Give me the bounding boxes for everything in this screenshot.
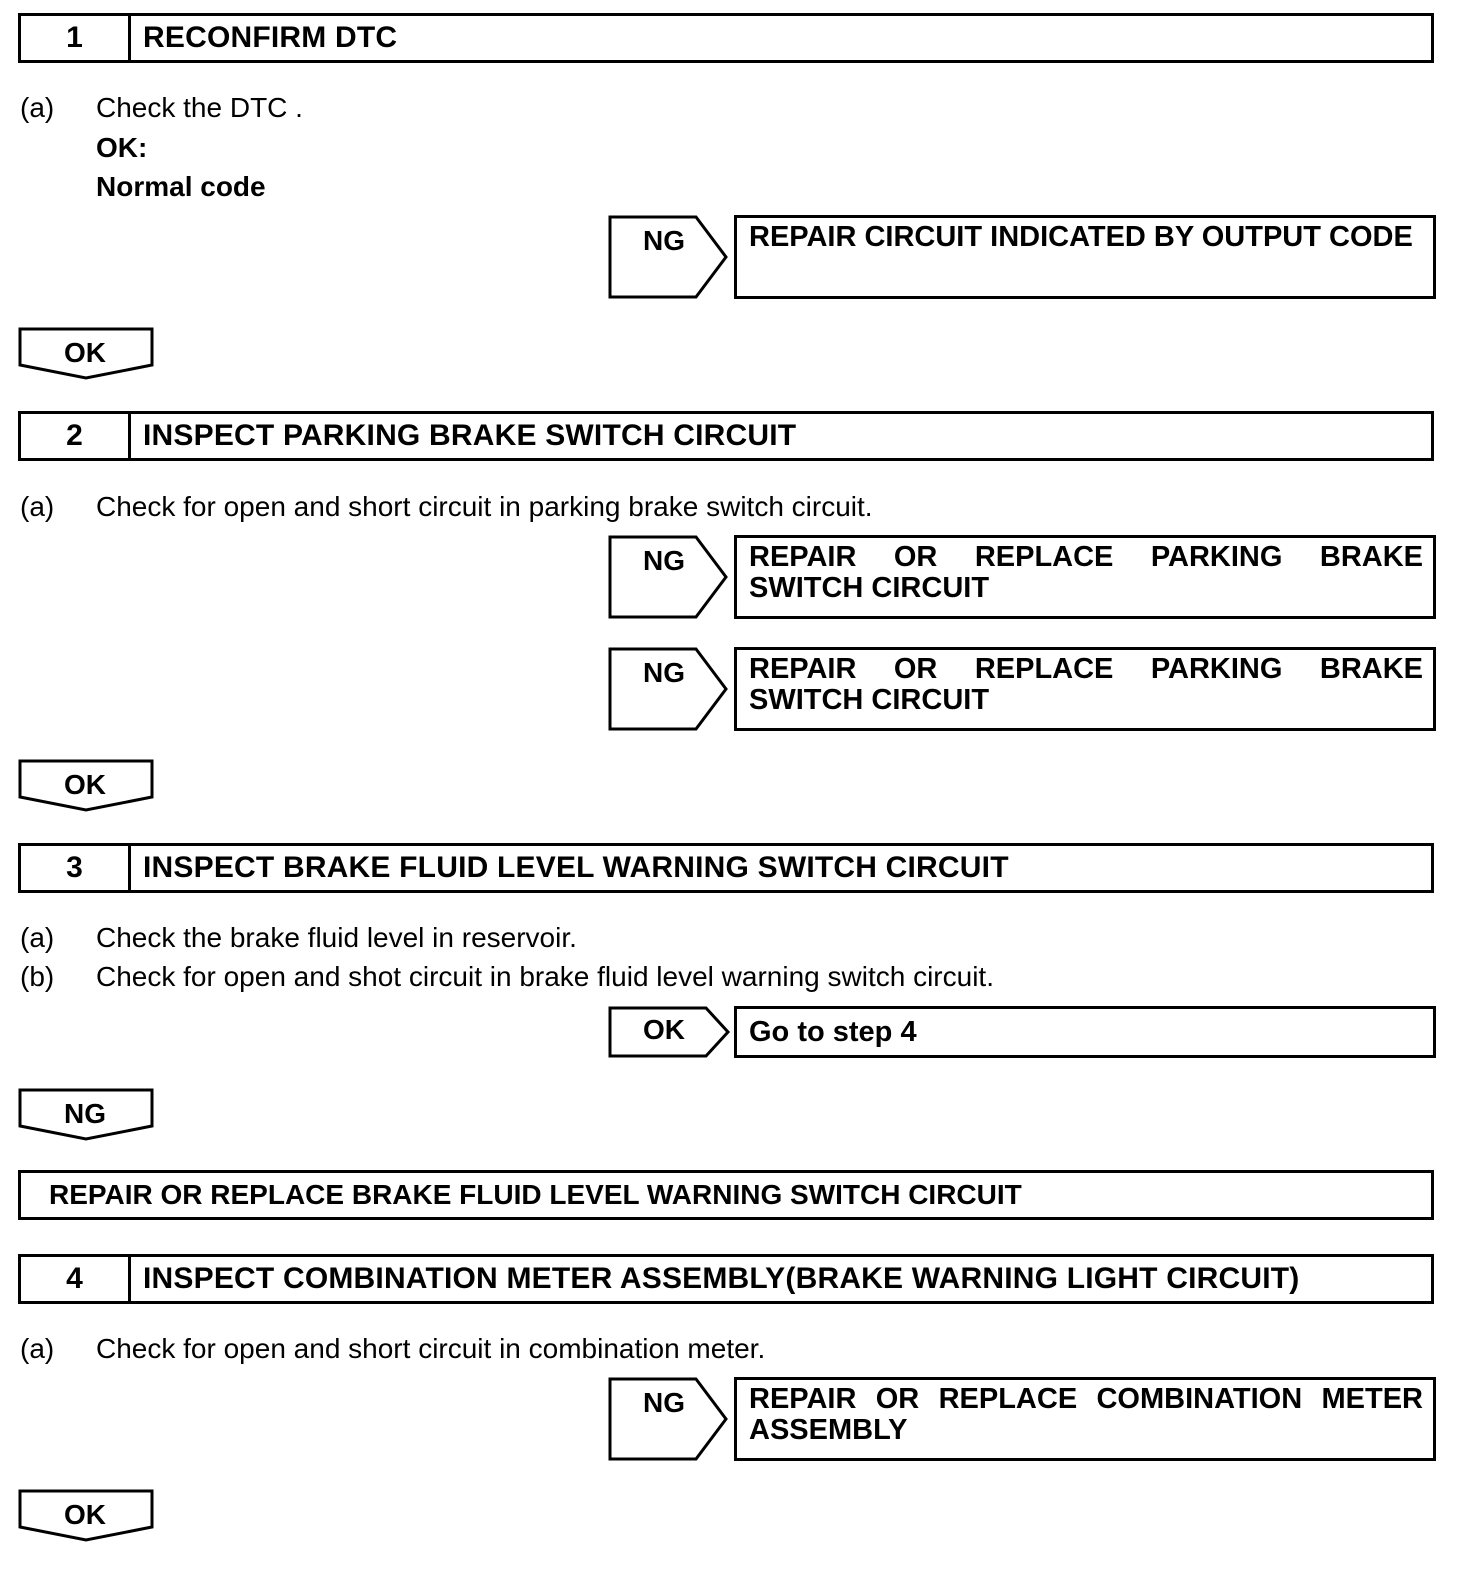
item-label: (a)	[20, 922, 55, 953]
item-text: Check for open and shot circuit in brake fluid level warning switch circuit.	[96, 961, 994, 992]
branch-result-box: REPAIR CIRCUIT INDICATED BY OUTPUT CODE	[734, 215, 1436, 299]
item-label: (a)	[20, 1333, 55, 1364]
down-arrow-label: NG	[64, 1098, 106, 1129]
step-title: RECONFIRM DTC	[143, 21, 398, 54]
ok-heading: OK:	[96, 132, 148, 163]
step-4-header	[18, 1254, 1434, 1304]
step-3-header	[18, 843, 1434, 893]
step-title: INSPECT PARKING BRAKE SWITCH CIRCUIT	[143, 419, 797, 452]
step-number: 4	[21, 1257, 131, 1301]
step-number: 3	[21, 846, 131, 890]
branch-label: NG	[643, 545, 685, 576]
branch-result-box: REPAIR OR REPLACE COMBINATION METER ASSEMBLY	[734, 1377, 1436, 1461]
branch-label: NG	[643, 225, 685, 256]
step-1-header	[18, 13, 1434, 63]
branch-result-box: Go to step 4	[734, 1006, 1436, 1058]
branch-result-box: REPAIR OR REPLACE PARKING BRAKE SWITCH CIRCUIT	[734, 647, 1436, 731]
item-text: Check the DTC .	[96, 92, 303, 123]
item-label: (b)	[20, 961, 55, 992]
step-3-result-box: REPAIR OR REPLACE BRAKE FLUID LEVEL WARNING SWITCH CIRCUIT	[18, 1170, 1434, 1220]
branch-label: NG	[643, 657, 685, 688]
item-text: Check for open and short circuit in combination meter.	[96, 1333, 766, 1364]
down-arrow-label: OK	[64, 337, 106, 368]
branch-label: OK	[643, 1014, 685, 1045]
item-label: (a)	[20, 491, 55, 522]
step-number: 2	[21, 414, 131, 458]
item-label: (a)	[20, 92, 55, 123]
step-number: 1	[21, 16, 131, 60]
step-title: INSPECT BRAKE FLUID LEVEL WARNING SWITCH CIRCUIT	[143, 851, 1009, 884]
item-text: Check for open and short circuit in parking brake switch circuit.	[96, 491, 873, 522]
item-text: Check the brake fluid level in reservoir.	[96, 922, 577, 953]
step-2-header	[18, 411, 1434, 461]
down-arrow-label: OK	[64, 1499, 106, 1530]
step-title: INSPECT COMBINATION METER ASSEMBLY(BRAKE WARNING LIGHT CIRCUIT)	[143, 1262, 1300, 1295]
ok-value: Normal code	[96, 171, 266, 202]
down-arrow-label: OK	[64, 769, 106, 800]
branch-result-box: REPAIR OR REPLACE PARKING BRAKE SWITCH CIRCUIT	[734, 535, 1436, 619]
branch-label: NG	[643, 1387, 685, 1418]
